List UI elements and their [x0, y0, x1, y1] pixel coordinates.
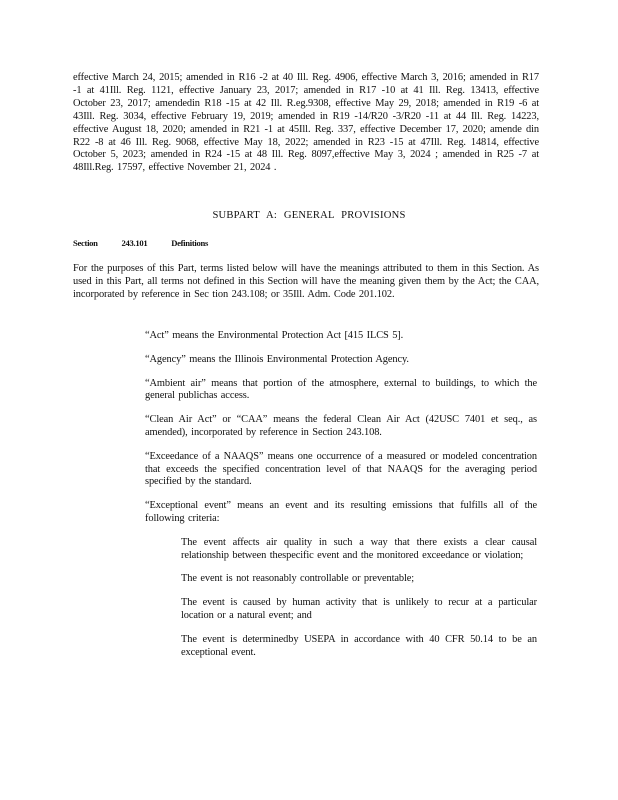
section-title: Definitions [171, 238, 209, 248]
section-heading [73, 238, 208, 248]
exceptional-event-criteria [145, 537, 537, 660]
definition-clean-air-act: “Clean Air Act” or “CAA” means the federal Clean Air Act (42USC 7401 et seq., as amended), incorporated by reference in Section 243.108. [145, 414, 537, 438]
section-number: 243.101 [121, 238, 148, 248]
subpart-heading: SUBPART A: GENERAL PROVISIONS [212, 210, 406, 221]
definition-ambient-air: “Ambient air” means that portion of the atmosphere, external to buildings, to which the general publichas access. [145, 377, 537, 402]
definition-act: “Act” means the Environmental Protection Act [415 ILCS 5]. [145, 330, 404, 341]
section-label: Section [73, 238, 98, 248]
definitions-list [145, 330, 537, 670]
criterion-item: The event is not reasonably controllable or preventable; [181, 573, 415, 585]
criterion-item: The event affects air quality in such a way that there exists a clear causal relationship between thespecific event and the monitored exceedance or violation; [181, 536, 537, 561]
definition-exceedance: “Exceedance of a NAAQS” means one occurrence of a measured or modeled concentration that exceeds the specified concentration level of that NAAQS for the averaging period specified by the standard. [145, 450, 537, 488]
definition-exceptional-event: “Exceptional event” means an event and its resulting emissions that fulfills all of the following criteria: [145, 500, 537, 524]
amendment-history: effective March 24, 2015; amended in R16 -2 at 40 Ill. Reg. 4906, effective March 3, 2016; amended in R17 -1 at 41Ill. Reg. 1121, effective January 23, 2017; amended in R17 -10 at 41 Ill. Reg. 13413, effective October 23, 2017; amendedin R18 -15 at 42 Ill. R.eg.9308, effective May 29, 2018; amended in R19 -6 at 43Ill. Reg. 3034, effective February 19, 2019; amended in R19 -14/R20 -3/R20 -11 at 44 Ill. Reg. 14223, effective August 18, 2020; amended in R21 -1 at 45Ill. Reg. 337, effective December 17, 2020; amende din R22 -8 at 46 Ill. Reg. 9068, effective May 18, 2022; amended in R23 -15 at 47Ill. Reg. 14814, effective October 5, 2023; amended in R24 -15 at 48 Ill. Reg. 8097,effective May 3, 2024 ; amended in R25 -7 at 48Ill.Reg. 17597, effective November 21, 2024 . [73, 72, 539, 174]
criterion-item: The event is caused by human activity that is unlikely to recur at a particular location or a natural event; and [181, 597, 537, 621]
definition-agency: “Agency” means the Illinois Environmental Protection Agency. [145, 353, 409, 365]
intro-paragraph: For the purposes of this Part, terms listed below will have the meanings attributed to them in this Section. As used in this Part, all terms not defined in this Section will have the meaning given them by the Act; the CAA, incorporated by reference in Sec tion 243.108; or 35Ill. Adm. Code 201.102. [73, 263, 539, 300]
criterion-item: The event is determinedby USEPA in accordance with 40 CFR 50.14 to be an exceptional event. [181, 633, 537, 658]
